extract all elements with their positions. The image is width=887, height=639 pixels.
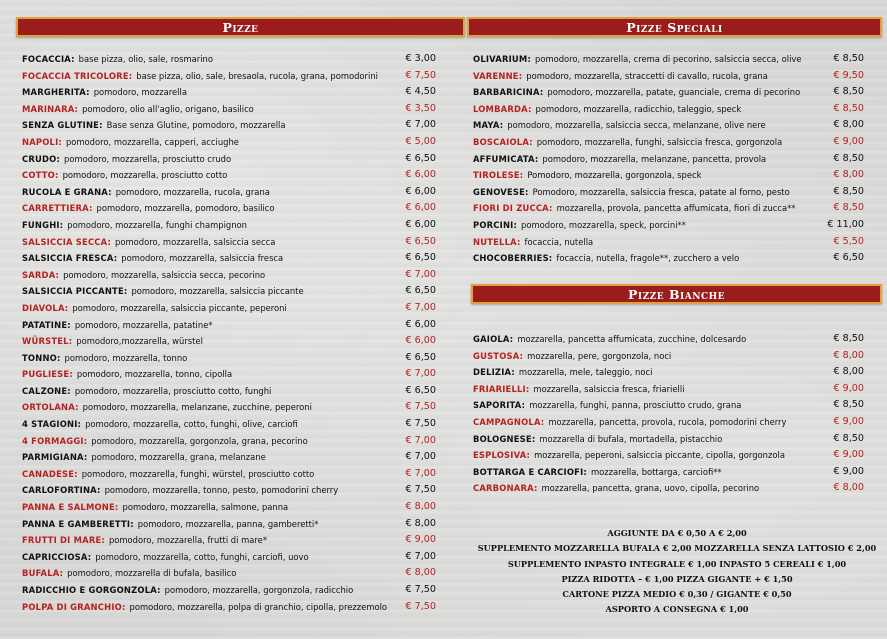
menu-item — [22, 117, 436, 134]
item-description: pomodoro, mozzarella, pomodoro, basilico — [96, 203, 275, 214]
item-price: € 8,00 — [833, 169, 864, 181]
item-price: € 8,50 — [833, 152, 864, 164]
menu-item — [22, 350, 436, 367]
item-name: SALSICCIA PICCANTE: — [22, 286, 128, 297]
item-description: focaccia, nutella, fragole**, zucchero a velo — [556, 253, 740, 264]
menu-item — [473, 447, 864, 464]
menu-item — [22, 134, 436, 151]
item-description: pomodoro, mozzarella, speck, porcini** — [521, 219, 686, 230]
item-description: pomodoro, mozzarella, panna, gamberetti* — [137, 518, 319, 529]
bianche-header — [471, 284, 882, 304]
item-description: mozzarella, mele, taleggio, noci — [518, 367, 653, 378]
menu-item — [22, 565, 436, 582]
menu-item — [473, 331, 864, 348]
item-description: mozzarella di bufala, mortadella, pistacchio — [539, 433, 723, 444]
item-description: pomodoro, mozzarella, tonno — [64, 352, 188, 363]
item-name: MAYA: — [473, 120, 504, 131]
item-name: OLIVARIUM: — [473, 54, 532, 64]
menu-item — [22, 300, 436, 317]
item-price: € 8,50 — [833, 185, 864, 197]
item-price: € 8,00 — [833, 119, 864, 131]
item-description: pomodoro, mozzarella, salsiccia piccante — [131, 286, 304, 297]
item-description: pomodoro, mozzarella, cotto, funghi, olive, carciofi — [85, 419, 298, 430]
menu-item — [22, 250, 436, 267]
item-price: € 9,00 — [833, 465, 864, 477]
menu-item — [473, 134, 864, 151]
item-name: 4 STAGIONI: — [22, 419, 82, 430]
menu-item — [22, 383, 436, 400]
item-price: € 8,00 — [833, 366, 864, 378]
item-name: CALZONE: — [22, 385, 71, 396]
item-price: € 7,50 — [405, 401, 436, 413]
item-price: € 3,50 — [405, 102, 436, 114]
item-name: MARINARA: — [22, 103, 79, 114]
item-price: € 7,00 — [405, 434, 436, 446]
item-name: SALSICCIA SECCA: — [22, 236, 112, 247]
menu-item — [473, 117, 864, 134]
menu-item — [22, 416, 436, 433]
item-name: FOCACCIA: — [22, 54, 75, 64]
item-description: mozzarella, salsiccia fresca, friarielli — [533, 383, 685, 394]
item-description: pomodoro, mozzarella, tonno, cipolla — [76, 369, 233, 380]
item-name: PORCINI: — [473, 219, 518, 230]
item-description: pomodoro, mozzarella, grana, melanzane — [91, 452, 266, 463]
extra-line: SUPPLEMENTO MOZZARELLA BUFALA € 2,00 MOZZARELLA SENZA LATTOSIO € 2,00 — [477, 543, 877, 554]
menu-item — [22, 167, 436, 184]
item-price: € 9,50 — [833, 69, 864, 81]
item-description: pomodoro, mozzarella, salsiccia secca, melanzane, olive nere — [507, 120, 766, 131]
item-price: € 8,00 — [405, 567, 436, 579]
item-price: € 7,50 — [405, 584, 436, 595]
item-description: pomodoro, mozzarella, salsiccia secca, pecorino — [63, 269, 266, 280]
item-name: RADICCHIO E GORGONZOLA: — [22, 585, 161, 595]
item-price: € 9,00 — [833, 382, 864, 394]
item-description: pomodoro, mozzarella, gorgonzola, grana, pecorino — [91, 435, 308, 446]
menu-item — [473, 397, 864, 414]
speciali-list — [473, 51, 864, 267]
item-description: mozzarella, bottarga, carciofi** — [590, 466, 722, 477]
menu-item — [22, 449, 436, 466]
item-price: € 7,00 — [405, 301, 436, 313]
item-name: CAPRICCIOSA: — [22, 551, 92, 562]
item-name: AFFUMICATA: — [473, 153, 539, 164]
menu-item — [22, 399, 436, 416]
item-price: € 6,00 — [405, 218, 436, 230]
menu-item — [22, 366, 436, 383]
item-price: € 9,00 — [405, 534, 436, 546]
item-name: SAPORITA: — [473, 400, 526, 411]
extra-line: PIZZA RIDOTTA – € 1,00 PIZZA GIGANTE + € 1,50 — [561, 573, 793, 584]
item-description: pomodoro, mozzarella — [93, 87, 187, 98]
item-price: € 7,50 — [405, 69, 436, 81]
menu-item — [473, 151, 864, 168]
menu-item — [473, 184, 864, 201]
item-name: CARLOFORTINA: — [22, 485, 101, 496]
pizze-title: Pizze — [222, 19, 259, 35]
menu-item — [22, 200, 436, 217]
item-description: pomodoro, olio all'aglio, origano, basilico — [82, 103, 254, 114]
bianche-list — [473, 331, 864, 497]
item-description: mozzarella, pancetta, grana, uovo, cipolla, pecorino — [541, 483, 760, 494]
item-name: BUFALA: — [22, 568, 64, 579]
item-price: € 8,50 — [833, 202, 864, 214]
menu-item — [22, 532, 436, 549]
item-price: € 9,00 — [833, 415, 864, 427]
item-description: focaccia, nutella — [524, 236, 594, 247]
item-price: € 6,50 — [405, 384, 436, 396]
item-name: PANNA E SALMONE: — [22, 502, 119, 513]
item-name: BOTTARGA E CARCIOFI: — [473, 466, 587, 477]
extra-line: SUPPLEMENTO INPASTO INTEGRALE € 1,00 INPASTO 5 CEREALI € 1,00 — [507, 558, 847, 569]
item-description: pomodoro, mozzarella, gorgonzola, radicchio — [164, 585, 354, 595]
menu-item — [22, 283, 436, 300]
item-price: € 6,50 — [405, 152, 436, 164]
item-price: € 5,00 — [405, 135, 436, 147]
item-name: BOSCAIOLA: — [473, 136, 533, 147]
menu-item — [22, 234, 436, 251]
item-price: € 7,00 — [405, 451, 436, 463]
menu-item — [473, 68, 864, 85]
item-name: TONNO: — [22, 352, 61, 363]
item-description: mozzarella, provola, pancetta affumicata, fiori di zucca** — [556, 203, 796, 214]
item-price: € 7,00 — [405, 467, 436, 479]
item-name: ORTOLANA: — [22, 402, 79, 413]
item-description: base pizza, olio, sale, bresaola, rucola, grana, pomodorini — [136, 70, 378, 81]
item-price: € 6,00 — [405, 335, 436, 347]
menu-item — [473, 480, 864, 497]
menu-item — [473, 431, 864, 448]
menu-item — [473, 167, 864, 184]
menu-item — [22, 549, 436, 566]
menu-item — [473, 200, 864, 217]
item-name: WÜRSTEL: — [22, 336, 73, 347]
item-name: PARMIGIANA: — [22, 452, 88, 463]
menu-item — [22, 51, 436, 68]
item-description: mozzarella, peperoni, salsiccia piccante, cipolla, gorgonzola — [534, 450, 785, 461]
item-description: Base senza Glutine, pomodoro, mozzarella — [106, 120, 286, 131]
item-price: € 6,00 — [405, 185, 436, 197]
item-name: BARBARICINA: — [473, 87, 544, 98]
item-name: FRIARIELLI: — [473, 383, 530, 394]
item-description: pomodoro, mozzarella, funghi, salsiccia fresca, gorgonzola — [536, 136, 783, 147]
item-name: 4 FORMAGGI: — [22, 435, 88, 446]
item-name: PATATINE: — [22, 319, 71, 330]
item-description: pomodoro, mozzarella, rucola, grana — [115, 186, 270, 197]
item-name: PANNA E GAMBERETTI: — [22, 518, 134, 529]
item-price: € 7,50 — [405, 484, 436, 496]
item-name: SALSICCIA FRESCA: — [22, 253, 118, 264]
bianche-title: Pizze Bianche — [628, 286, 725, 302]
item-description: pomodoro, mozzarella di bufala, basilico — [67, 568, 237, 579]
item-price: € 6,50 — [405, 285, 436, 297]
item-description: pomodoro, mozzarella, prosciutto cotto — [62, 170, 228, 181]
item-description: mozzarella, pere, gorgonzola, noci — [527, 350, 672, 361]
item-price: € 7,00 — [405, 550, 436, 562]
item-name: POLPA DI GRANCHIO: — [22, 601, 126, 612]
item-price: € 8,50 — [833, 102, 864, 114]
menu-item — [22, 184, 436, 201]
item-price: € 8,00 — [405, 501, 436, 513]
pizze-list — [22, 51, 436, 615]
menu-item — [22, 582, 436, 599]
item-name: GAIOLA: — [473, 334, 514, 344]
item-description: pomodoro, mozzarella, straccetti di cavallo, rucola, grana — [526, 70, 768, 81]
item-name: FRUTTI DI MARE: — [22, 535, 105, 546]
item-price: € 8,00 — [833, 482, 864, 494]
item-name: DELIZIA: — [473, 367, 515, 378]
menu-item — [22, 101, 436, 118]
item-description: pomodoro, mozzarella, funghi, würstel, prosciutto cotto — [81, 468, 315, 479]
menu-item — [22, 333, 436, 350]
item-description: pomodoro, mozzarella, salmone, panna — [122, 502, 289, 513]
item-price: € 6,00 — [405, 169, 436, 181]
item-price: € 8,00 — [405, 517, 436, 529]
item-description: mozzarella, funghi, panna, prosciutto crudo, grana — [529, 400, 742, 411]
item-description: Pomodoro, mozzarella, gorgonzola, speck — [527, 170, 702, 181]
menu-item — [22, 499, 436, 516]
item-name: PUGLIESE: — [22, 369, 73, 380]
item-name: MARGHERITA: — [22, 87, 90, 98]
item-price: € 7,00 — [405, 268, 436, 280]
item-name: SARDA: — [22, 269, 60, 280]
item-price: € 7,00 — [405, 119, 436, 131]
item-name: BOLOGNESE: — [473, 433, 536, 444]
item-name: CARRETTIERA: — [22, 203, 93, 214]
item-name: SENZA GLUTINE: — [22, 120, 103, 131]
item-price: € 3,00 — [405, 53, 436, 64]
item-description: pomodoro, mozzarella, funghi champignon — [67, 219, 247, 230]
item-price: € 6,00 — [405, 202, 436, 214]
speciali-title: Pizze Speciali — [626, 19, 723, 35]
item-name: CHOCOBERRIES: — [473, 253, 553, 264]
item-price: € 8,50 — [833, 432, 864, 444]
menu-item — [22, 68, 436, 85]
item-price: € 7,50 — [405, 600, 436, 612]
item-description: pomodoro, mozzarella, tonno, pesto, pomodorini cherry — [104, 485, 339, 496]
item-price: € 8,50 — [833, 86, 864, 98]
item-name: CANADESE: — [22, 468, 78, 479]
menu-item — [473, 217, 864, 234]
item-description: base pizza, olio, sale, rosmarino — [78, 54, 213, 64]
item-price: € 9,00 — [833, 449, 864, 461]
menu-item — [22, 317, 436, 334]
item-price: € 6,50 — [405, 351, 436, 363]
item-price: € 8,50 — [833, 333, 864, 344]
speciali-header — [467, 17, 882, 37]
menu-item — [22, 516, 436, 533]
extra-line: CARTONE PIZZA MEDIO € 0,30 / GIGANTE € 0,50 — [562, 589, 792, 600]
menu-item — [22, 433, 436, 450]
menu-item — [22, 84, 436, 101]
item-description: pomodoro, mozzarella, patate, guanciale, crema di pecorino — [547, 87, 801, 98]
item-price: € 6,00 — [405, 318, 436, 330]
menu-item — [22, 466, 436, 483]
item-name: COTTO: — [22, 170, 59, 181]
menu-item — [22, 151, 436, 168]
menu-item — [473, 464, 864, 481]
menu-item — [473, 250, 864, 267]
item-price: € 7,50 — [405, 418, 436, 430]
item-price: € 9,00 — [833, 135, 864, 147]
item-description: mozzarella, pancetta affumicata, zucchine, dolcesardo — [517, 334, 747, 344]
item-name: GENOVESE: — [473, 186, 529, 197]
item-description: Pomodoro, mozzarella, salsiccia fresca, patate al forno, pesto — [532, 186, 790, 197]
item-description: pomodoro, mozzarella, prosciutto crudo — [64, 153, 232, 164]
menu-item — [22, 599, 436, 616]
item-name: NUTELLA: — [473, 236, 521, 247]
item-name: GUSTOSA: — [473, 350, 524, 361]
menu-item — [22, 482, 436, 499]
item-name: FIORI DI ZUCCA: — [473, 203, 553, 214]
item-description: pomodoro, mozzarella, cotto, funghi, carciofi, uovo — [95, 551, 309, 562]
item-name: TIROLESE: — [473, 170, 524, 181]
item-price: € 7,00 — [405, 368, 436, 380]
item-description: pomodoro, mozzarella, capperi, acciughe — [65, 136, 239, 147]
item-description: pomodoro,mozzarella, würstel — [76, 336, 203, 347]
item-description: pomodoro, mozzarella, patatine* — [74, 319, 213, 330]
menu-item — [22, 217, 436, 234]
item-name: DIAVOLA: — [22, 302, 69, 313]
item-description: pomodoro, mozzarella, polpa di granchio, cipolla, prezzemolo — [129, 601, 388, 612]
item-price: € 11,00 — [827, 218, 864, 230]
item-name: ESPLOSIVA: — [473, 450, 531, 461]
item-name: CARBONARA: — [473, 483, 538, 494]
menu-item — [473, 101, 864, 118]
item-price: € 4,50 — [405, 86, 436, 98]
item-description: pomodoro, mozzarella, melanzane, zucchine, peperoni — [82, 402, 312, 413]
menu-item — [473, 381, 864, 398]
item-name: LOMBARDA: — [473, 103, 532, 114]
menu-item — [473, 234, 864, 251]
item-description: mozzarella, pancetta, provola, rucola, pomodorini cherry — [548, 416, 787, 427]
extras-info — [472, 526, 882, 618]
item-price: € 5,50 — [833, 235, 864, 247]
item-name: FOCACCIA TRICOLORE: — [22, 70, 133, 81]
extra-line: ASPORTO A CONSEGNA € 1,00 — [605, 604, 749, 615]
item-description: pomodoro, mozzarella, prosciutto cotto, funghi — [74, 385, 272, 396]
item-name: CAMPAGNOLA: — [473, 416, 545, 427]
item-description: pomodoro, mozzarella, crema di pecorino, salsiccia secca, olive — [535, 54, 802, 64]
menu-item — [22, 267, 436, 284]
menu-item — [473, 414, 864, 431]
item-price: € 8,50 — [833, 399, 864, 411]
item-price: € 6,50 — [405, 235, 436, 247]
item-price: € 8,50 — [833, 53, 864, 64]
item-price: € 6,50 — [833, 252, 864, 264]
item-price: € 6,50 — [405, 252, 436, 264]
item-description: pomodoro, mozzarella, frutti di mare* — [108, 535, 268, 546]
menu-item — [473, 348, 864, 365]
item-name: NAPOLI: — [22, 136, 62, 147]
menu-item — [473, 51, 864, 68]
item-name: CRUDO: — [22, 153, 61, 164]
menu-item — [473, 84, 864, 101]
item-name: FUNGHI: — [22, 219, 64, 230]
item-name: RUCOLA E GRANA: — [22, 186, 112, 197]
pizze-header — [16, 17, 465, 37]
item-price: € 8,00 — [833, 349, 864, 361]
item-description: pomodoro, mozzarella, salsiccia fresca — [121, 253, 284, 264]
item-name: VARENNE: — [473, 70, 523, 81]
item-description: pomodoro, mozzarella, radicchio, taleggio, speck — [535, 103, 742, 114]
item-description: pomodoro, mozzarella, salsiccia secca — [115, 236, 276, 247]
item-description: pomodoro, mozzarella, melanzane, pancetta, provola — [542, 153, 767, 164]
item-description: pomodoro, mozzarella, salsiccia piccante, peperoni — [72, 302, 287, 313]
extra-line: AGGIUNTE DA € 0,50 A € 2,00 — [607, 528, 747, 538]
menu-item — [473, 364, 864, 381]
